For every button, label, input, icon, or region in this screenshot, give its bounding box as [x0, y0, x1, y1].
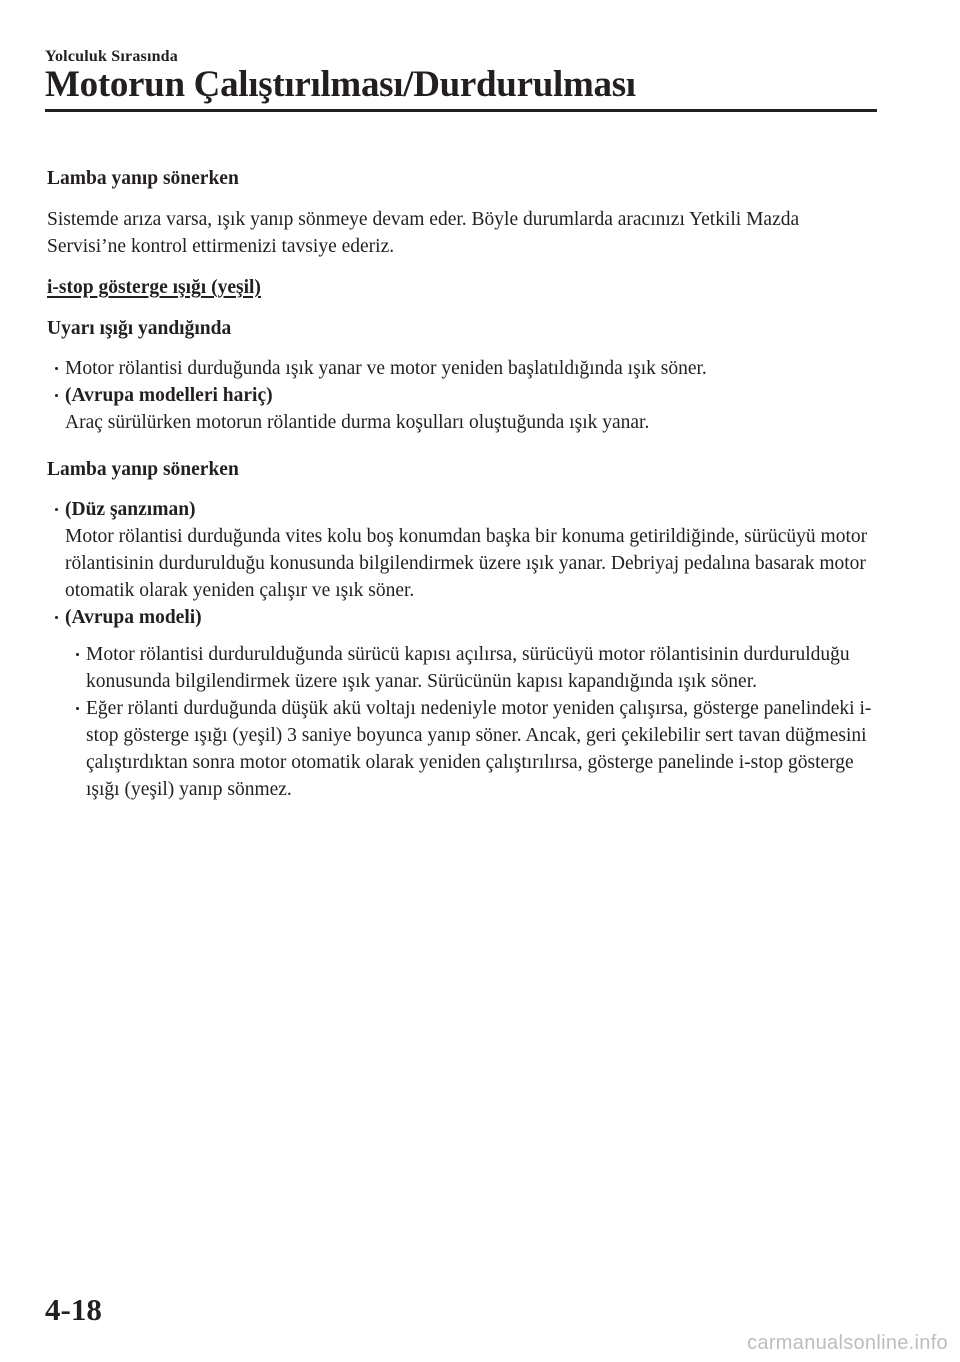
bullet-text: Motor rölantisi durduğunda ışık yanar ve motor yeniden başlatıldığında ışık söner. [65, 358, 707, 379]
sub-list-item [68, 641, 877, 695]
paragraph-malfunction: Sistemde arıza varsa, ışık yanıp sönmeye devam eder. Böyle durumlarda aracınızı Yetkili Mazda Servisi’ne kontrol ettirmenizi tavsiye ederiz. [47, 209, 800, 257]
section-title-istop: i-stop gösterge ışığı (yeşil) [47, 277, 261, 298]
subheading-blinking: Lamba yanıp sönerken [47, 459, 239, 480]
bullet-label: (Düz şanzıman) [65, 499, 196, 520]
list-item [47, 496, 877, 604]
page-title: Motorun Çalıştırılması/Durdurulması [45, 64, 636, 105]
list-item [47, 604, 877, 631]
page-number: 4-18 [45, 1292, 102, 1327]
subheading-blinking: Lamba yanıp sönerken [47, 168, 239, 189]
bullet-text: Motor rölantisi durduğunda vites kolu boş konumdan başka bir konuma getirildiğinde, sürücüyü motor rölantisinin durdurulduğu konusunda bilgilendirmek üzere ışık yanar. Debriyaj pedalına basarak motor otomatik olarak yeniden çalışır ve ışık söner. [65, 526, 868, 601]
sub-bullet-text: Eğer rölanti durduğunda düşük akü voltajı nedeniyle motor yeniden çalışırsa, gösterge panelindeki i-stop gösterge ışığı (yeşil) 3 saniye boyunca yanıp söner. Ancak, geri çekilebilir sert tavan düğmesini çalıştırdıktan sonra motor otomatik olarak yeniden çalıştırılırsa, gösterge panelinde i-stop gösterge ışığı (yeşil) yanıp sönmez. [86, 698, 872, 800]
sub-bullet-text: Motor rölantisi durdurulduğunda sürücü kapısı açılırsa, sürücüyü motor rölantisinin durdurulduğu konusunda bilgilendirmek üzere ışık yanar. Sürücünün kapısı kapandığında ışık söner. [86, 644, 850, 692]
bullet-text: Araç sürülürken motorun rölantide durma koşulları oluştuğunda ışık yanar. [65, 412, 650, 433]
list-item [47, 355, 877, 382]
subheading-warning-on: Uyarı ışığı yandığında [47, 318, 232, 339]
bullet-label: (Avrupa modeli) [65, 607, 202, 628]
bullet-list [47, 355, 877, 436]
watermark: carmanualsonline.info [747, 1332, 948, 1354]
section-label: Yolculuk Sırasında [45, 48, 178, 65]
title-divider [45, 109, 877, 112]
bullet-label: (Avrupa modelleri hariç) [65, 385, 273, 406]
page-content [47, 165, 877, 803]
list-item [47, 382, 877, 436]
sub-list-item [68, 695, 877, 803]
sub-bullet-list [47, 641, 877, 803]
bullet-list [47, 496, 877, 803]
